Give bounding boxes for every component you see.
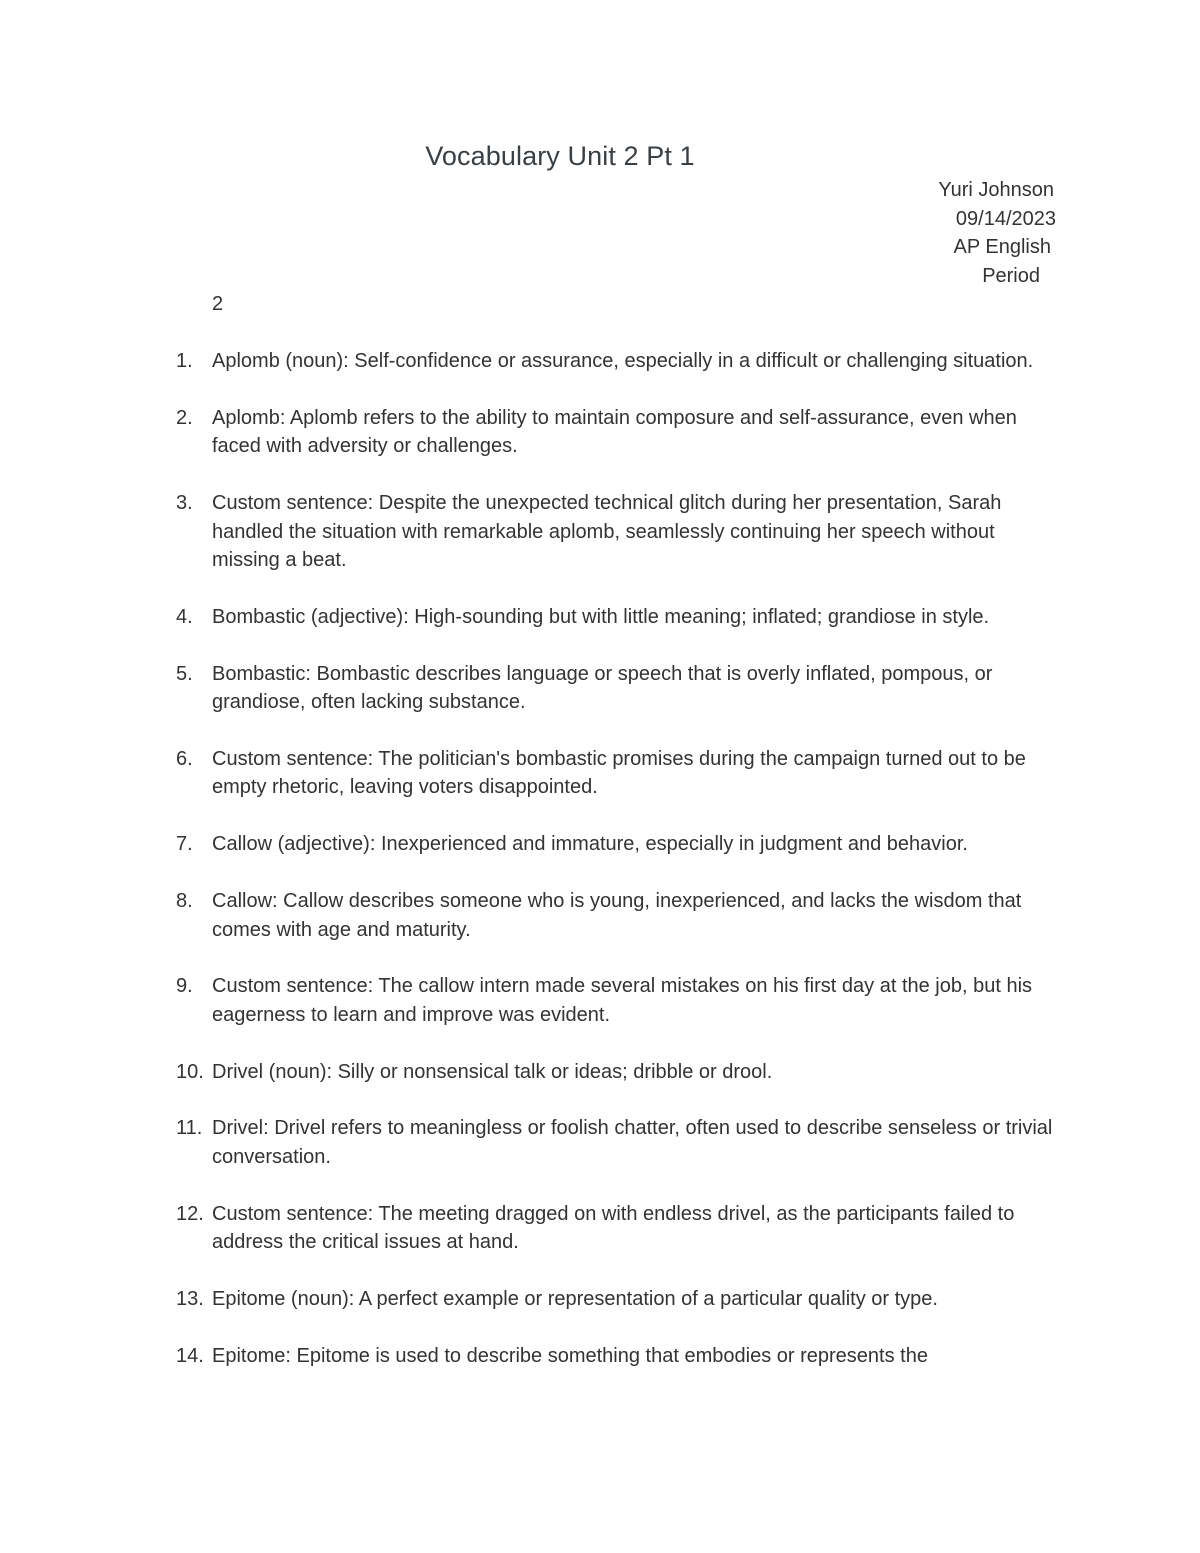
list-item-text: Aplomb (noun): Self-confidence or assurance, especially in a difficult or challenging situation. (212, 350, 1034, 372)
list-item-number-text: 8. (176, 890, 193, 913)
list-item (150, 404, 1070, 461)
list-item-text: Bombastic: Bombastic describes language or speech that is overly inflated, pompous, or grandiose, often lacking substance. (212, 662, 993, 714)
list-item-number-text: 11. (176, 1117, 203, 1140)
list-item-number (150, 489, 212, 575)
list-item (150, 347, 1070, 376)
list-item (150, 489, 1070, 575)
period-number: 2 (212, 293, 224, 315)
list-item-number (150, 347, 212, 376)
list-item-number (150, 404, 212, 461)
list-item (150, 887, 1070, 944)
list-item (150, 1058, 1070, 1087)
list-item-number (150, 1285, 212, 1314)
list-item-number-text: 13. (176, 1288, 204, 1311)
list-item-text: Custom sentence: Despite the unexpected technical glitch during her presentation, Sarah handled the situation with remarkable aplomb, seamlessly continuing her speech without missing a beat. (212, 492, 1002, 572)
list-item-number-text: 6. (176, 747, 193, 770)
list-item-number (150, 1200, 212, 1257)
list-item-text: Callow (adjective): Inexperienced and immature, especially in judgment and behavior. (212, 833, 968, 856)
list-item (150, 660, 1070, 717)
student-name: Yuri Johnson (938, 179, 1054, 201)
list-item-text: Custom sentence: The callow intern made several mistakes on his first day at the job, but his eagerness to learn and improve was evident. (212, 975, 1033, 1026)
list-item-text: Epitome: Epitome is used to describe something that embodies or represents the (212, 1344, 928, 1367)
list-item-number-text: 12. (176, 1202, 204, 1225)
student-header (830, 176, 1056, 290)
list-item-number (150, 660, 212, 717)
list-item-number-text: 1. (176, 350, 193, 372)
period-label: Period (982, 264, 1040, 287)
list-item-number-text: 7. (176, 833, 193, 856)
list-item-text: Callow: Callow describes someone who is young, inexperienced, and lacks the wisdom that comes with age and maturity. (212, 890, 1022, 941)
list-item-number-text: 10. (176, 1060, 204, 1083)
list-item-number (150, 887, 212, 944)
list-item (150, 1200, 1070, 1257)
list-item-number-text: 14. (176, 1344, 204, 1367)
assignment-date: 09/14/2023 (955, 207, 1056, 230)
list-item-text: Custom sentence: The politician's bombastic promises during the campaign turned out to be empty rhetoric, leaving voters disappointed. (212, 747, 1026, 799)
vocabulary-list (150, 347, 1070, 1399)
list-item (150, 745, 1070, 802)
list-item-text: Drivel (noun): Silly or nonsensical talk or ideas; dribble or drool. (212, 1060, 773, 1083)
list-item-text: Aplomb: Aplomb refers to the ability to maintain composure and self-assurance, even when faced with adversity or challenges. (212, 406, 1017, 458)
list-item (150, 603, 1070, 632)
list-item-number-text: 5. (176, 662, 193, 685)
list-item-text: Bombastic (adjective): High-sounding but with little meaning; inflated; grandiose in style. (212, 605, 990, 628)
list-item-number (150, 1114, 212, 1171)
list-item-number (150, 830, 212, 859)
list-item-number-text: 2. (176, 406, 193, 429)
list-item-number-text: 9. (176, 975, 193, 998)
list-item-number-text: 3. (176, 492, 193, 515)
list-item-number (150, 603, 212, 632)
list-item (150, 830, 1070, 859)
list-item (150, 1342, 1070, 1371)
list-item (150, 972, 1070, 1029)
list-item-number (150, 972, 212, 1029)
list-item-number-text: 4. (176, 605, 193, 628)
list-item-number (150, 1342, 212, 1371)
list-item (150, 1285, 1070, 1314)
list-item-number (150, 745, 212, 802)
list-item-text: Drivel: Drivel refers to meaningless or foolish chatter, often used to describe senseless or trivial conversation. (212, 1117, 1053, 1168)
list-item-number (150, 1058, 212, 1087)
list-item-text: Custom sentence: The meeting dragged on with endless drivel, as the participants failed to address the critical issues at hand. (212, 1202, 1015, 1254)
list-item-text: Epitome (noun): A perfect example or representation of a particular quality or type. (212, 1288, 938, 1311)
list-item (150, 1114, 1070, 1171)
course-name: AP English (953, 236, 1051, 258)
document-title: Vocabulary Unit 2 Pt 1 (425, 141, 695, 171)
